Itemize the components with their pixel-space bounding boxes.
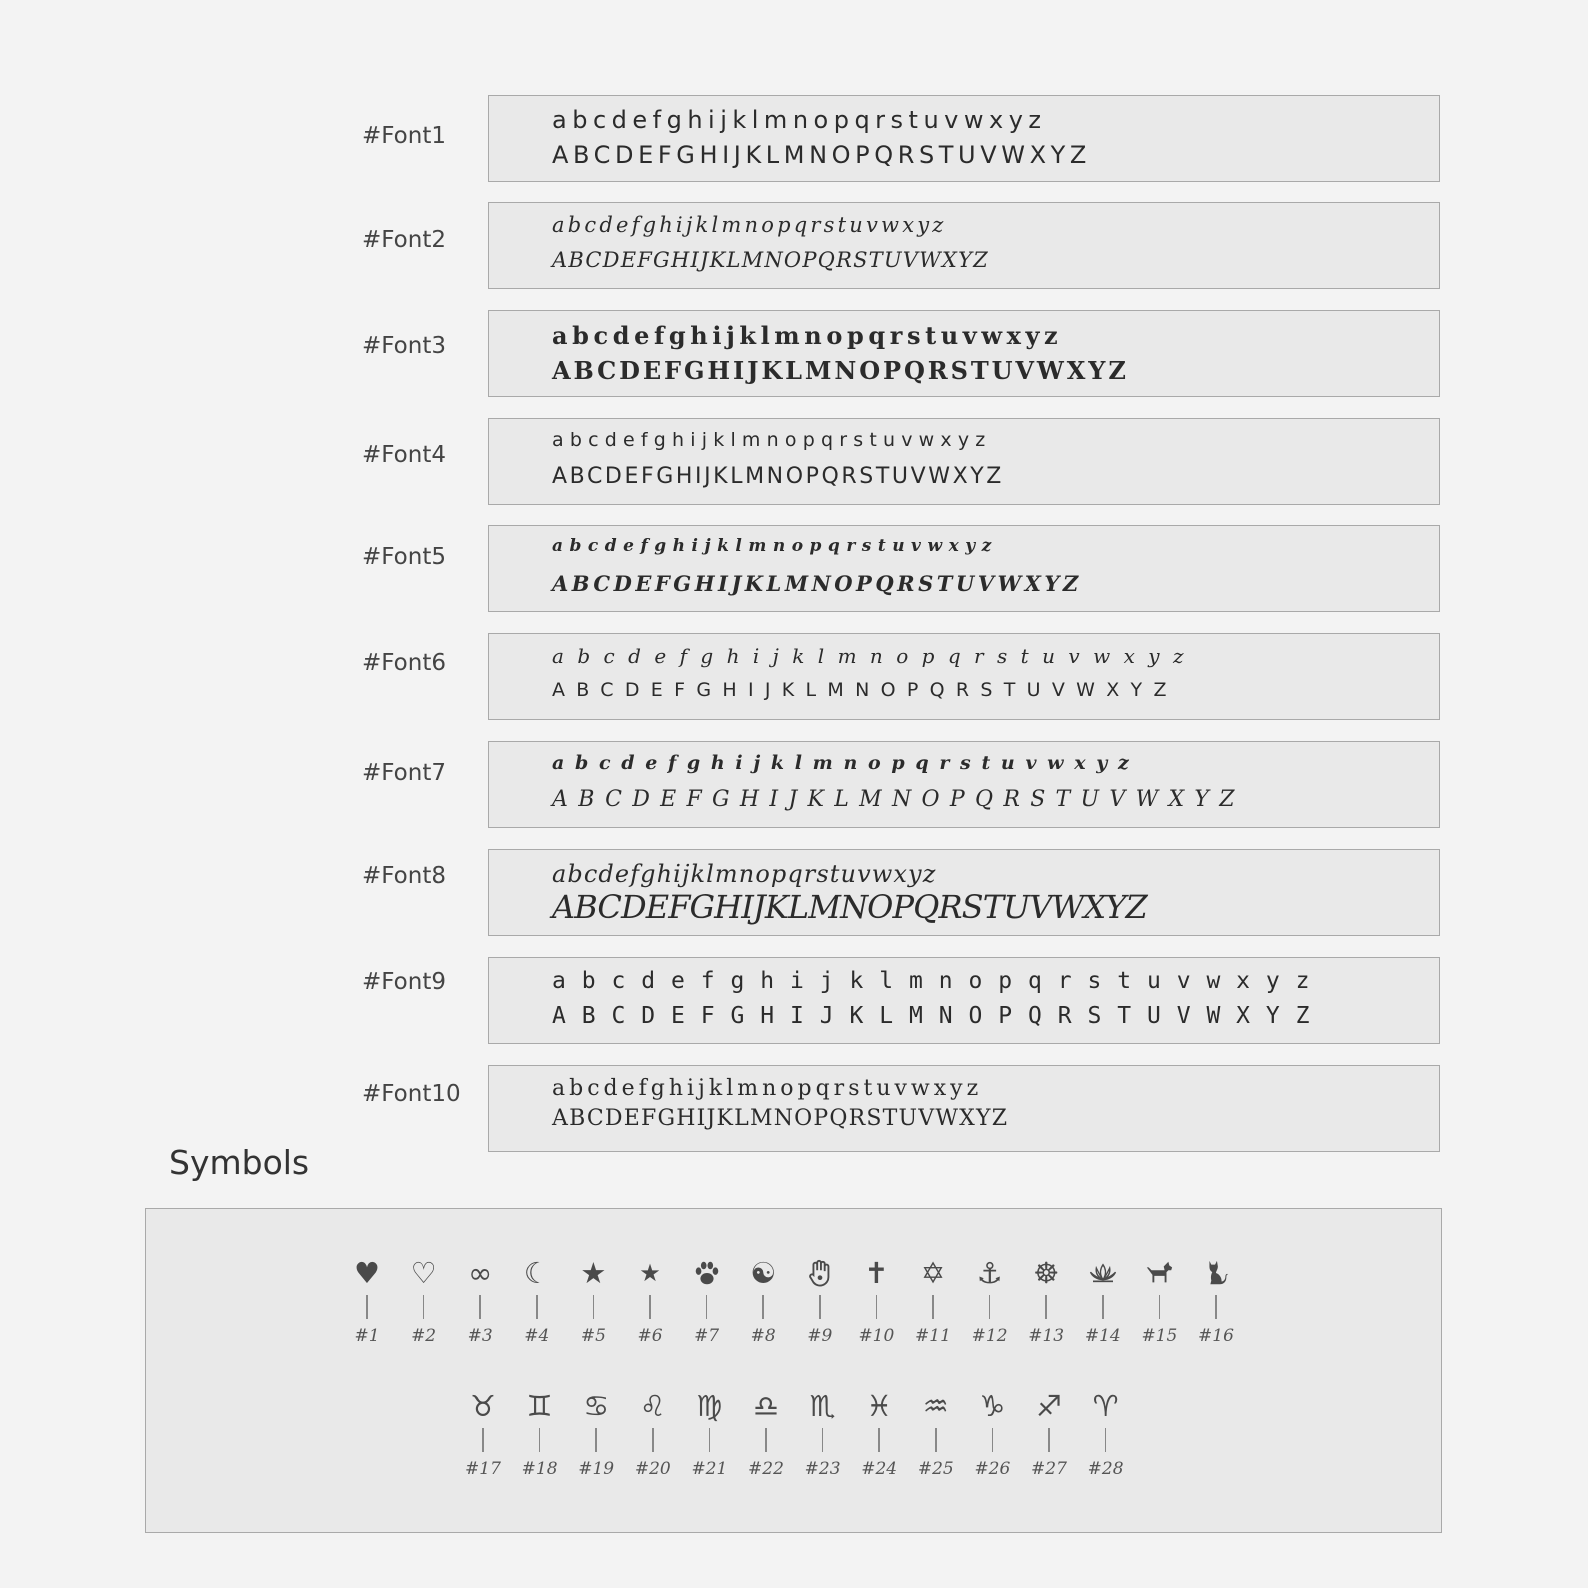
- font-sample-lowercase: abcdefghijklmnopqrstuvwxyz: [552, 429, 992, 451]
- symbol-option[interactable]: [622, 1254, 678, 1346]
- symbol-option[interactable]: [681, 1387, 737, 1479]
- symbol-option[interactable]: [1075, 1254, 1131, 1346]
- font-sample-uppercase: ABCDEFGHIJKLMNOPQRSTUVWXYZ: [552, 1106, 1009, 1131]
- font-sample-lowercase: abcdefghijklmnopqrstuvwxyz: [552, 644, 1197, 668]
- anchor-icon: ⚓: [976, 1255, 1003, 1290]
- font-sample-uppercase: ABCDEFGHIJKLMNOPQRSTUVWXYZ: [552, 787, 1245, 812]
- symbol-code: #11: [915, 1326, 951, 1346]
- font-label: #Font7: [362, 760, 446, 786]
- symbol-option[interactable]: [396, 1254, 452, 1346]
- symbol-code: #27: [1031, 1459, 1067, 1479]
- font-sample-box[interactable]: [488, 957, 1440, 1044]
- capricorn-icon: ♑: [979, 1388, 1006, 1423]
- font-sample-lowercase: abcdefghijklmnopqrstuvwxyz: [552, 1076, 983, 1101]
- symbol-option[interactable]: [509, 1254, 565, 1346]
- symbol-leader-line: [423, 1295, 425, 1319]
- symbol-option[interactable]: [679, 1254, 735, 1346]
- font-label: #Font4: [362, 442, 446, 468]
- font-sample-box[interactable]: [488, 202, 1440, 289]
- symbol-option[interactable]: [1078, 1387, 1134, 1479]
- symbol-code: #12: [971, 1326, 1008, 1346]
- symbol-leader-line: [1159, 1295, 1161, 1319]
- font-label: #Font6: [362, 650, 446, 676]
- font-label: #Font1: [362, 123, 446, 149]
- symbol-code: #23: [804, 1459, 841, 1479]
- star-icon: ★: [580, 1255, 607, 1290]
- leo-icon: ♌: [639, 1388, 666, 1423]
- symbol-code: #24: [861, 1459, 898, 1479]
- font-sample-box[interactable]: [488, 849, 1440, 936]
- symbol-code: #14: [1084, 1326, 1121, 1346]
- symbol-option[interactable]: [905, 1254, 961, 1346]
- taurus-icon: ♉: [470, 1388, 496, 1423]
- font-sample-uppercase: ABCDEFGHIJKLMNOPQRSTUVWXYZ: [552, 1003, 1326, 1029]
- symbol-code: #17: [465, 1459, 501, 1479]
- cancer-icon: ♋: [583, 1388, 610, 1423]
- symbol-leader-line: [593, 1295, 595, 1319]
- star-of-david-icon: ✡: [920, 1255, 946, 1290]
- symbol-code: #22: [748, 1459, 784, 1479]
- heart-outline-icon: ♡: [410, 1255, 437, 1290]
- symbol-code: #18: [521, 1459, 558, 1479]
- sagittarius-icon: ♐: [1036, 1388, 1062, 1423]
- dog-icon: [1140, 1254, 1178, 1292]
- pisces-icon: ♓: [866, 1388, 893, 1423]
- symbol-option[interactable]: [565, 1254, 621, 1346]
- symbol-option[interactable]: [339, 1254, 395, 1346]
- lotus-icon: [1084, 1254, 1122, 1292]
- font-sample-lowercase: abcdefghijklmnopqrstuvwxyz: [552, 213, 947, 237]
- symbol-code: #20: [634, 1459, 671, 1479]
- cross-icon: ✝: [864, 1255, 889, 1290]
- font-label: #Font5: [362, 544, 446, 570]
- symbol-leader-line: [539, 1428, 541, 1452]
- font-sample-uppercase: ABCDEFGHIJKLMNOPQRSTUVWXYZ: [552, 888, 1147, 926]
- aries-icon: ♈: [1092, 1388, 1119, 1423]
- scorpio-icon: ♏: [809, 1388, 836, 1423]
- font-sample-uppercase: ABCDEFGHIJKLMNOPQRSTUVWXYZ: [552, 356, 1129, 385]
- symbol-leader-line: [1215, 1295, 1217, 1319]
- font-label: #Font3: [362, 333, 446, 359]
- symbol-option[interactable]: [1188, 1254, 1244, 1346]
- symbol-leader-line: [706, 1295, 708, 1319]
- symbol-leader-line: [652, 1428, 654, 1452]
- symbol-leader-line: [822, 1428, 824, 1452]
- symbol-code: #1: [354, 1326, 380, 1346]
- hamsa-hand-icon: [801, 1254, 839, 1292]
- symbol-code: #19: [578, 1459, 615, 1479]
- symbol-option[interactable]: [792, 1254, 848, 1346]
- font-label: #Font9: [362, 969, 446, 995]
- font-sample-lowercase: abcdefghijklmnopqrstuvwxyz: [552, 752, 1140, 774]
- symbol-option[interactable]: [1018, 1254, 1074, 1346]
- symbol-leader-line: [1048, 1428, 1050, 1452]
- font-sample-uppercase: ABCDEFGHIJKLMNOPQRSTUVWXYZ: [552, 679, 1178, 701]
- symbol-option[interactable]: [1131, 1254, 1187, 1346]
- font-sample-uppercase: ABCDEFGHIJKLMNOPQRSTUVWXYZ: [552, 571, 1082, 596]
- symbol-option[interactable]: [962, 1254, 1018, 1346]
- heart-icon: ♥: [354, 1255, 380, 1290]
- font-sample-lowercase: abcdefghijklmnopqrstuvwxyz: [552, 860, 937, 888]
- font-sample-lowercase: abcdefghijklmnopqrstuvwxyz: [552, 321, 1063, 350]
- symbol-leader-line: [536, 1295, 538, 1319]
- symbol-leader-line: [479, 1295, 481, 1319]
- symbol-leader-line: [595, 1428, 597, 1452]
- font-label: #Font8: [362, 863, 446, 889]
- symbol-code: #26: [974, 1459, 1011, 1479]
- symbol-code: #2: [411, 1326, 437, 1346]
- gemini-icon: ♊: [526, 1388, 553, 1423]
- aquarius-icon: ♒: [922, 1388, 949, 1423]
- infinity-icon: ∞: [468, 1255, 493, 1290]
- symbol-option[interactable]: [795, 1387, 851, 1479]
- symbol-leader-line: [1105, 1428, 1107, 1452]
- symbol-leader-line: [989, 1295, 991, 1319]
- symbol-leader-line: [932, 1295, 934, 1319]
- symbol-leader-line: [1102, 1295, 1104, 1319]
- symbol-option[interactable]: [625, 1387, 681, 1479]
- symbol-option[interactable]: [455, 1387, 511, 1479]
- symbol-code: #6: [637, 1326, 663, 1346]
- symbol-option[interactable]: [735, 1254, 791, 1346]
- symbol-leader-line: [878, 1428, 880, 1452]
- font-sample-box[interactable]: [488, 310, 1440, 397]
- symbol-leader-line: [762, 1295, 764, 1319]
- font-sample-uppercase: ABCDEFGHIJKLMNOPQRSTUVWXYZ: [552, 248, 989, 272]
- symbol-leader-line: [366, 1295, 368, 1319]
- font-sample-lowercase: abcdefghijklmnopqrstuvwxyz: [552, 536, 998, 556]
- symbol-leader-line: [765, 1428, 767, 1452]
- virgo-icon: ♍: [696, 1388, 723, 1423]
- symbol-code: #4: [524, 1326, 550, 1346]
- symbol-code: #5: [580, 1326, 606, 1346]
- font-sample-lowercase: abcdefghijklmnopqrstuvwxyz: [552, 968, 1326, 994]
- symbol-code: #13: [1028, 1326, 1065, 1346]
- font-sample-lowercase: abcdefghijklmnopqrstuvwxyz: [552, 106, 1047, 134]
- symbol-leader-line: [649, 1295, 651, 1319]
- symbol-leader-line: [482, 1428, 484, 1452]
- symbol-option[interactable]: [1021, 1387, 1077, 1479]
- symbol-leader-line: [992, 1428, 994, 1452]
- symbol-option[interactable]: [851, 1387, 907, 1479]
- font-sample-box[interactable]: [488, 525, 1440, 612]
- star-small-icon: ★: [639, 1259, 661, 1287]
- font-sample-uppercase: ABCDEFGHIJKLMNOPQRSTUVWXYZ: [552, 141, 1091, 169]
- symbol-code: #9: [807, 1326, 833, 1346]
- symbol-option[interactable]: [568, 1387, 624, 1479]
- crescent-moon-icon: ☾: [523, 1255, 550, 1290]
- paw-print-icon: [688, 1254, 726, 1292]
- symbol-code: #7: [694, 1326, 720, 1346]
- symbol-leader-line: [1045, 1295, 1047, 1319]
- libra-icon: ♎: [753, 1388, 779, 1423]
- symbol-code: #25: [917, 1459, 954, 1479]
- symbol-option[interactable]: [512, 1387, 568, 1479]
- symbol-option[interactable]: [452, 1254, 508, 1346]
- symbol-leader-line: [935, 1428, 937, 1452]
- symbol-code: #28: [1087, 1459, 1124, 1479]
- font-sample-box[interactable]: [488, 741, 1440, 828]
- symbol-code: #15: [1141, 1326, 1178, 1346]
- font-label: #Font2: [362, 227, 446, 253]
- symbol-option[interactable]: [738, 1387, 794, 1479]
- symbol-code: #21: [691, 1459, 728, 1479]
- symbol-code: #10: [858, 1326, 895, 1346]
- font-sample-uppercase: ABCDEFGHIJKLMNOPQRSTUVWXYZ: [552, 464, 1004, 489]
- symbol-code: #3: [467, 1326, 493, 1346]
- font-label: #Font10: [362, 1081, 461, 1107]
- symbol-code: #16: [1198, 1326, 1234, 1346]
- symbols-heading: Symbols: [169, 1143, 310, 1182]
- font-sample-box[interactable]: [488, 1065, 1440, 1152]
- ship-wheel-icon: ☸: [1033, 1255, 1060, 1290]
- symbol-code: #8: [750, 1326, 776, 1346]
- symbols-panel: [145, 1208, 1442, 1533]
- font-sample-box[interactable]: [488, 95, 1440, 182]
- font-sample-box[interactable]: [488, 633, 1440, 720]
- symbol-leader-line: [819, 1295, 821, 1319]
- yin-yang-icon: ☯: [750, 1255, 777, 1290]
- symbol-option[interactable]: [908, 1387, 964, 1479]
- symbol-leader-line: [876, 1295, 878, 1319]
- symbol-option[interactable]: [964, 1387, 1020, 1479]
- cat-icon: [1197, 1254, 1235, 1292]
- symbol-option[interactable]: [848, 1254, 904, 1346]
- font-sample-box[interactable]: [488, 418, 1440, 505]
- symbol-leader-line: [709, 1428, 711, 1452]
